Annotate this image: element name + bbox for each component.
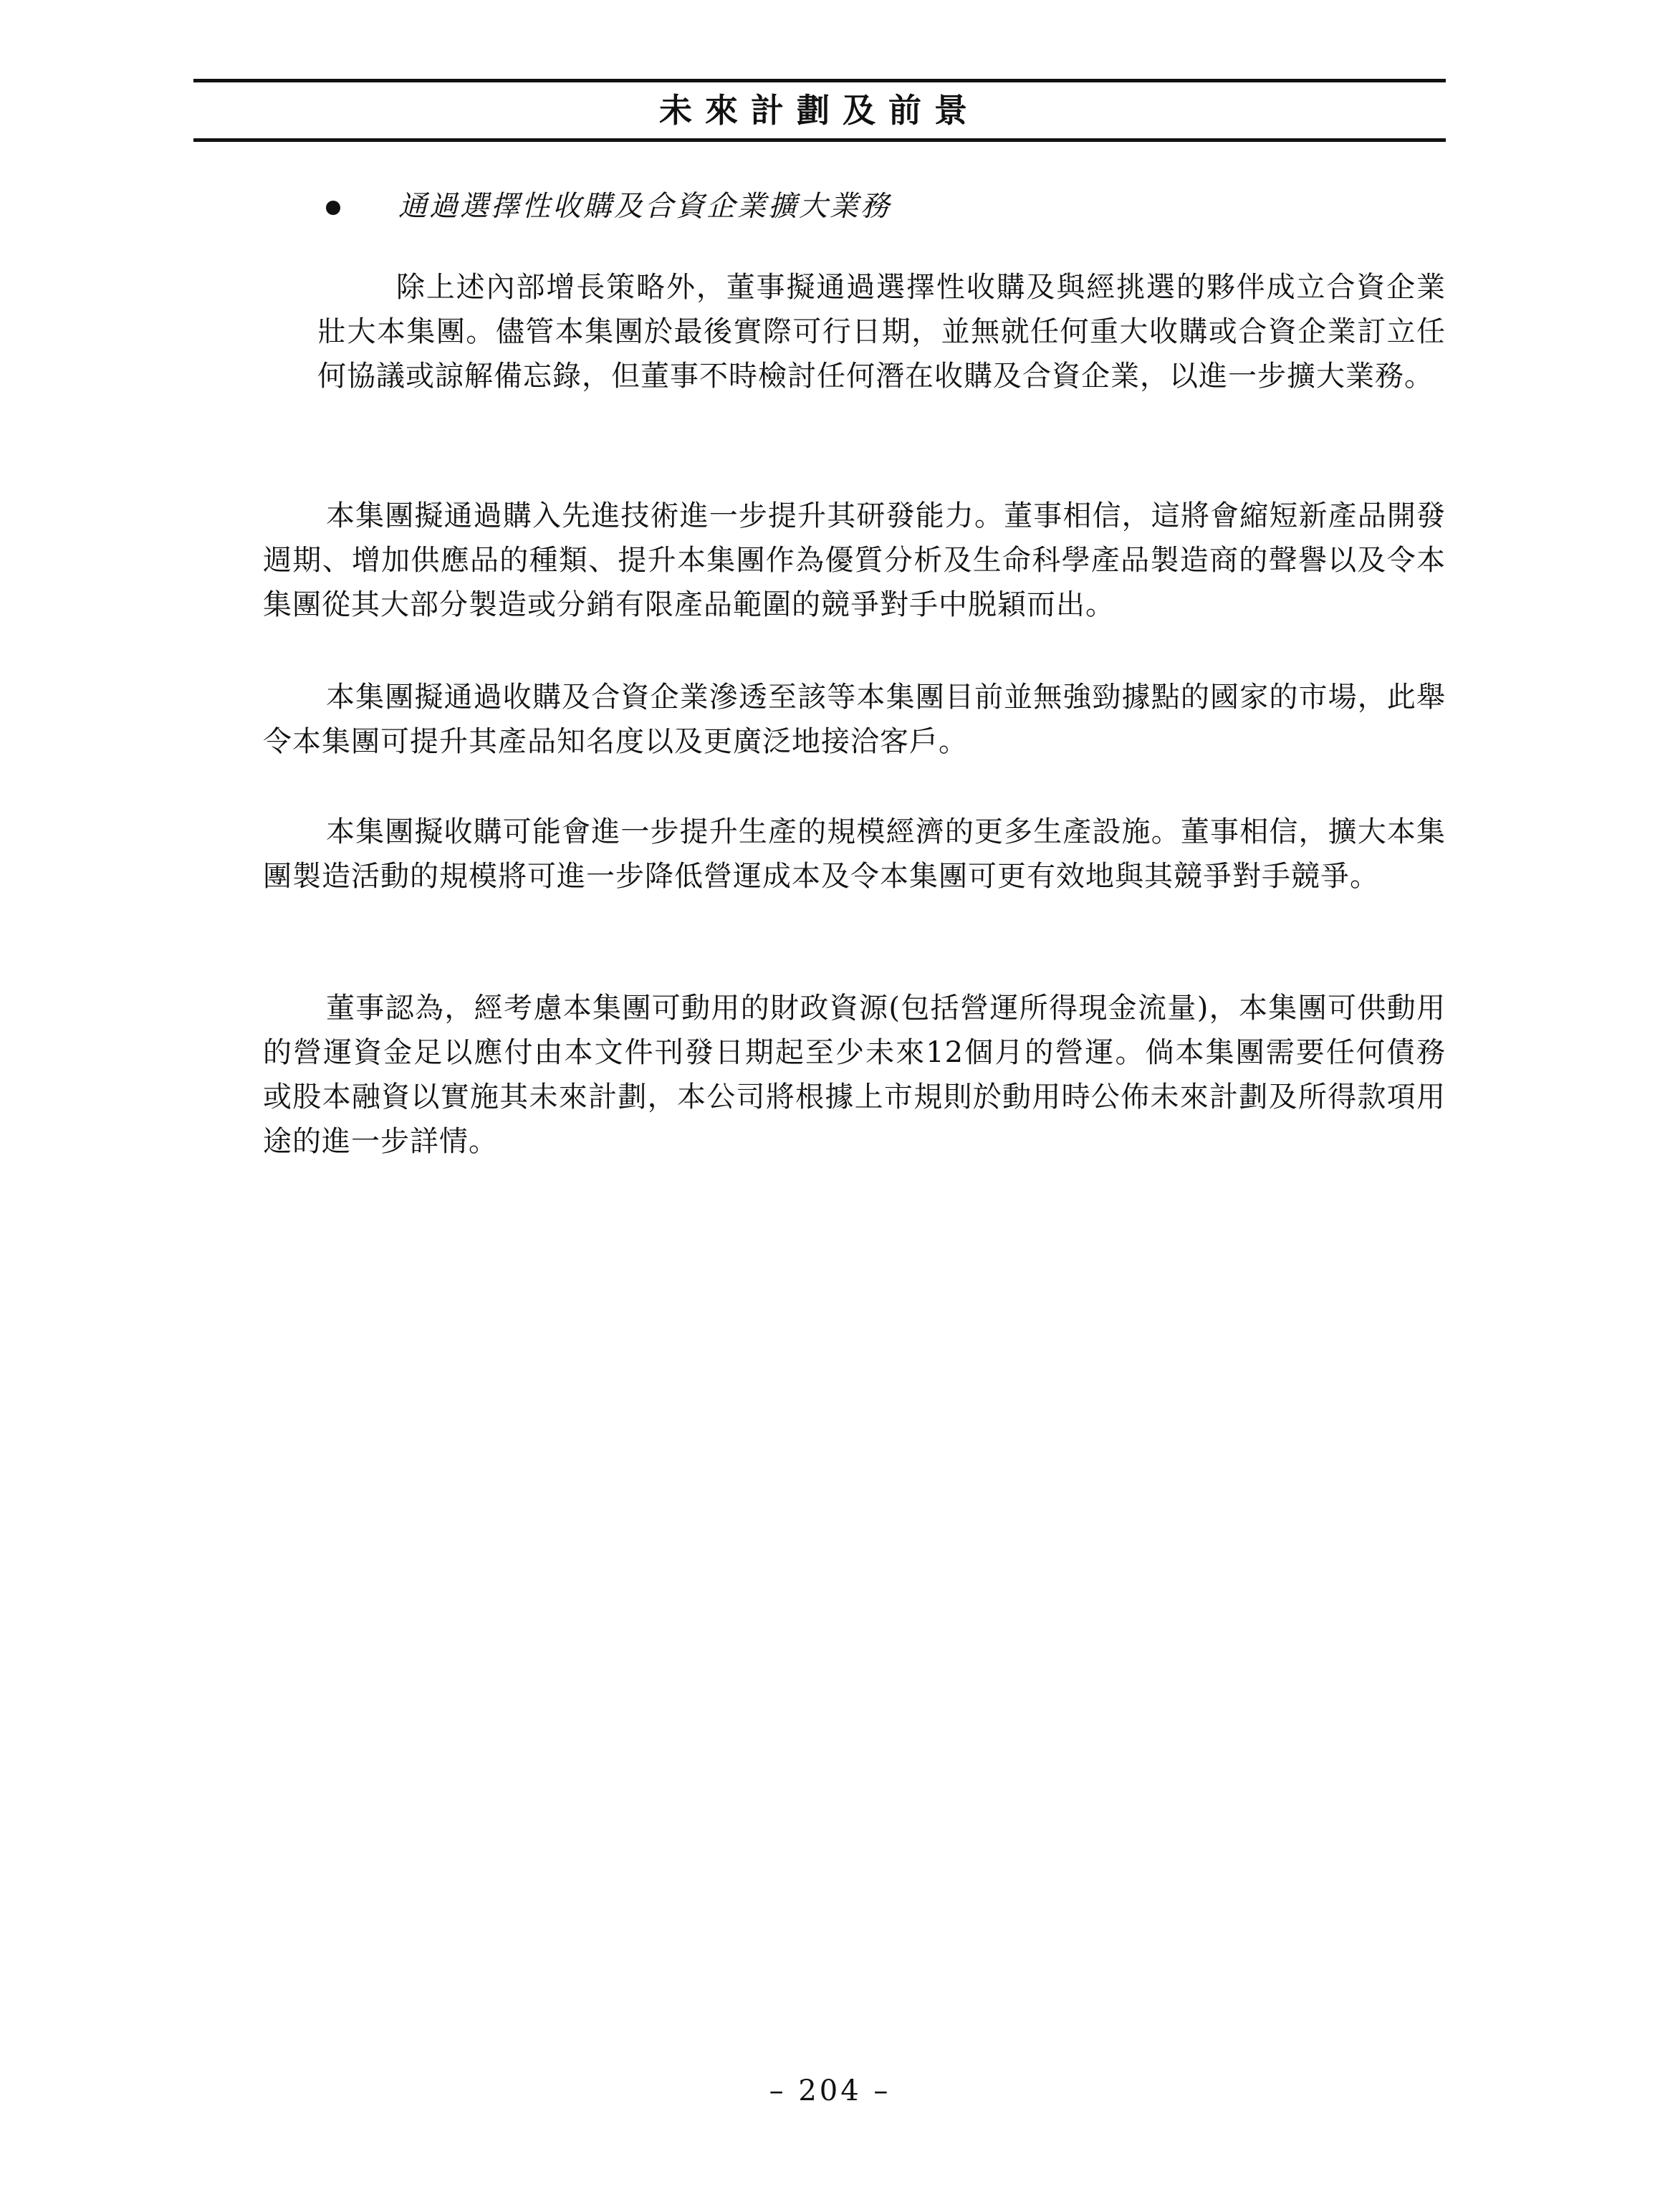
- header-top-rule: [193, 79, 1446, 82]
- paragraph-acquisition-strategy: 除上述內部增長策略外，董事擬通過選擇性收購及與經挑選的夥伴成立合資企業壯大本集團。儘管本集團於最後實際可行日期，並無就任何重大收購或合資企業訂立任何協議或諒解備忘錄，但董事不時檢討任何潛在收購及合資企業，以進一步擴大業務。: [317, 271, 1446, 393]
- paragraph-technology: 本集團擬通過購入先進技術進一步提升其研發能力。董事相信，這將會縮短新產品開發週期、增加供應品的種類、提升本集團作為優質分析及生命科學產品製造商的聲譽以及令本集團從其大部分製造或分銷有限產品範圍的競爭對手中脱穎而出。: [263, 499, 1446, 621]
- header-bottom-rule: [193, 138, 1446, 142]
- bullet-heading: 通過選擇性收購及合資企業擴大業務: [398, 190, 891, 223]
- paragraph-market-penetration: 本集團擬通過收購及合資企業滲透至該等本集團目前並無強勁據點的國家的市場，此舉令本集團可提升其產品知名度以及更廣泛地接洽客戶。: [263, 681, 1446, 758]
- bullet-dot-icon: [326, 201, 340, 215]
- paragraph-working-capital: 董事認為，經考慮本集團可動用的財政資源(包括營運所得現金流量)，本集團可供動用的營運資金足以應付由本文件刊發日期起至少未來12個月的營運。倘本集團需要任何債務或股本融資以實施其未來計劃，本公司將根據上市規則於動用時公佈未來計劃及所得款項用途的進一步詳情。: [263, 992, 1446, 1158]
- page-title: 未來計劃及前景: [659, 91, 980, 130]
- page-number: – 204 –: [769, 2074, 891, 2107]
- paragraph-production-facilities: 本集團擬收購可能會進一步提升生產的規模經濟的更多生產設施。董事相信，擴大本集團製造活動的規模將可進一步降低營運成本及令本集團可更有效地與其競爭對手競爭。: [263, 815, 1446, 893]
